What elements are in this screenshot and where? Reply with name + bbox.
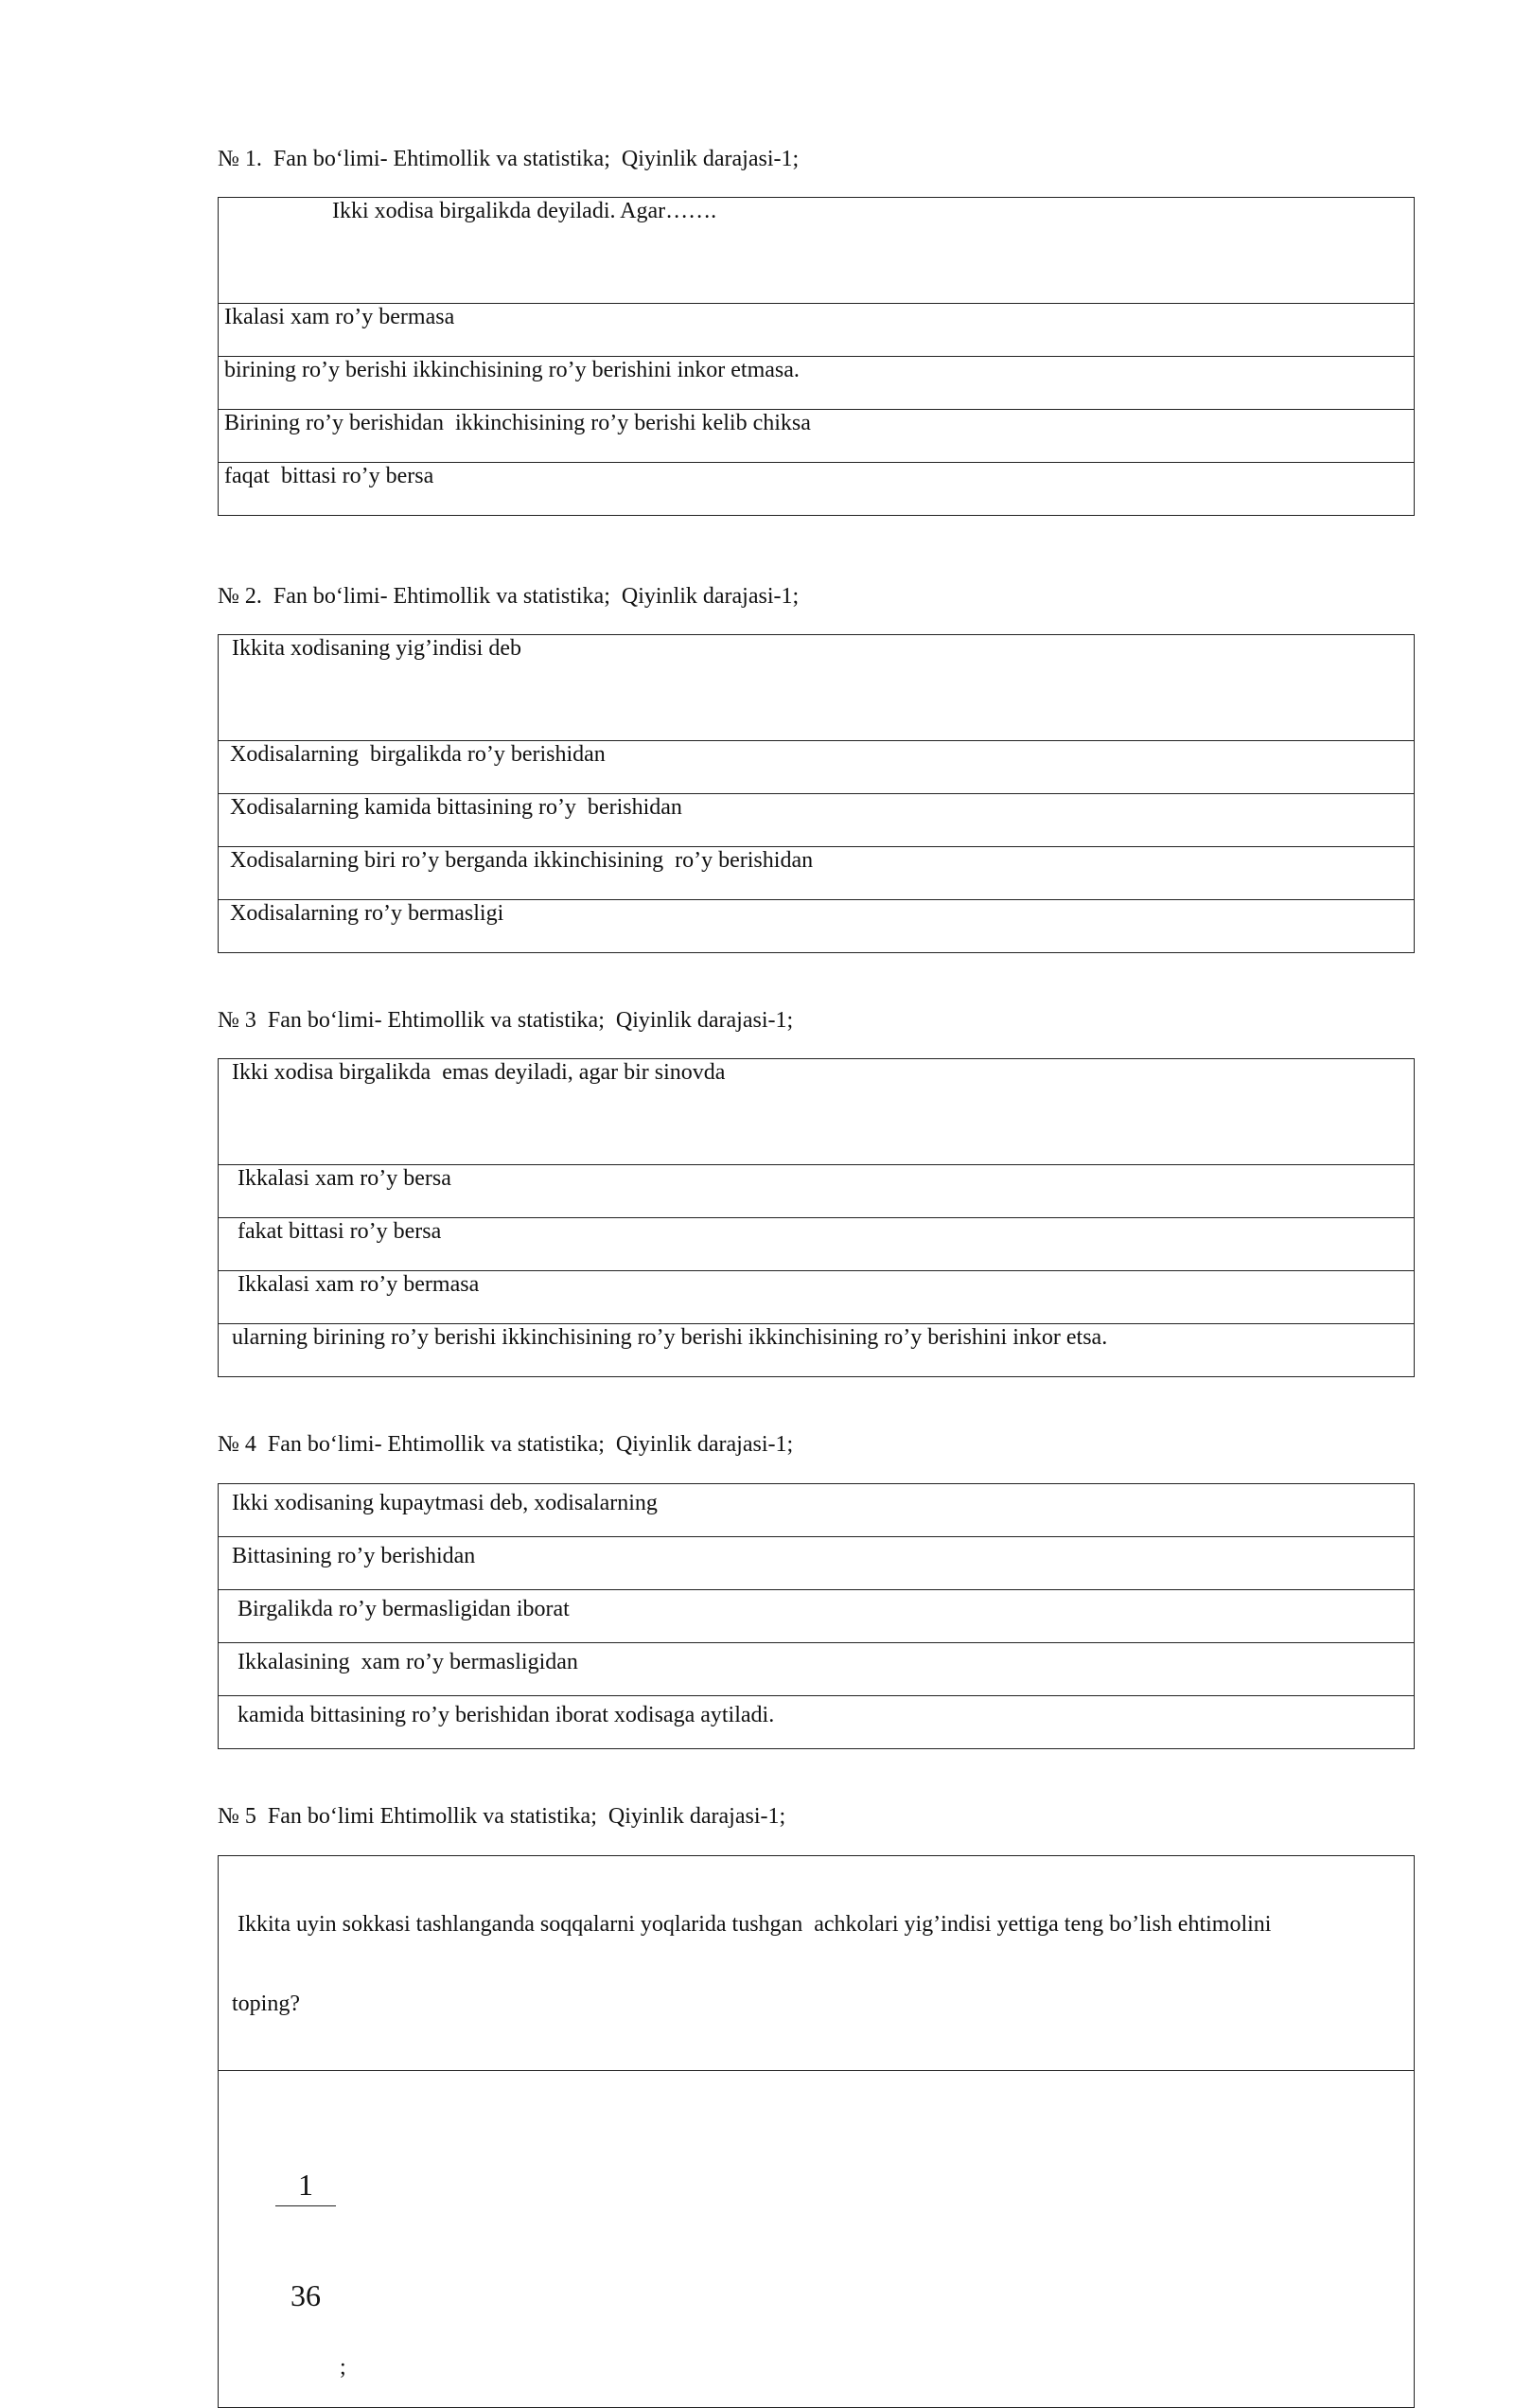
question-5-text-line-2: toping? <box>232 1992 300 2016</box>
question-4-heading: № 4 Fan bo‘limi- Ehtimollik va statistika; Qiyinlik darajasi-1; <box>218 1432 794 1457</box>
question-3-option-3: Ikkalasi xam ro’y bermasa <box>219 1271 1415 1324</box>
question-2-table <box>218 634 1415 953</box>
question-5-text-line-1: Ikkita uyin sokkasi tashlanganda soqqalarni yoqlarida tushgan achkolari yig’indisi yettiga teng bo’lish ehtimolini <box>232 1912 1272 1937</box>
question-4-text: Ikki xodisaning kupaytmasi deb, xodisalarning <box>219 1484 1415 1537</box>
question-4-option-1: Bittasining ro’y berishidan <box>219 1537 1415 1590</box>
question-1-heading: № 1. Fan bo‘limi- Ehtimollik va statistika; Qiyinlik darajasi-1; <box>218 147 800 171</box>
question-2-heading: № 2. Fan bo‘limi- Ehtimollik va statistika; Qiyinlik darajasi-1; <box>218 584 800 609</box>
question-1-option-2: birining ro’y berishi ikkinchisining ro’y berishini inkor etmasa. <box>219 357 1415 410</box>
question-2-option-2: Xodisalarning kamida bittasining ro’y berishidan <box>219 794 1415 847</box>
question-1-text: Ikki xodisa birgalikda deyiladi. Agar……. <box>219 198 1415 304</box>
question-2-option-4: Xodisalarning ro’y bermasligi <box>219 900 1415 953</box>
question-1-option-3: Birining ro’y berishidan ikkinchisining ro’y berishi kelib chiksa <box>219 410 1415 463</box>
fraction-denominator: 36 <box>290 2278 321 2312</box>
question-3-heading: № 3 Fan bo‘limi- Ehtimollik va statistika; Qiyinlik darajasi-1; <box>218 1008 794 1033</box>
question-1-option-4: faqat bittasi ro’y bersa <box>219 463 1415 516</box>
question-1-option-1: Ikalasi xam ro’y bermasa <box>219 304 1415 357</box>
question-4-option-3: Ikkalasining xam ro’y bermasligidan <box>219 1643 1415 1696</box>
question-4-option-4: kamida bittasining ro’y berishidan iborat xodisaga aytiladi. <box>219 1696 1415 1749</box>
question-5-answer <box>219 2071 1415 2408</box>
answer-fraction <box>275 2099 336 2381</box>
question-3-table <box>218 1058 1415 1377</box>
question-5-table <box>218 1855 1415 2408</box>
question-3-option-4: ularning birining ro’y berishi ikkinchisining ro’y berishi ikkinchisining ro’y berishini inkor etsa. <box>219 1324 1415 1377</box>
question-2-option-1: Xodisalarning birgalikda ro’y berishidan <box>219 741 1415 794</box>
question-3-text: Ikki xodisa birgalikda emas deyiladi, agar bir sinovda <box>219 1059 1415 1165</box>
question-4-option-2: Birgalikda ro’y bermasligidan iborat <box>219 1590 1415 1643</box>
question-5-heading: № 5 Fan bo‘limi Ehtimollik va statistika; Qiyinlik darajasi-1; <box>218 1804 786 1829</box>
answer-suffix: ; <box>340 2355 346 2380</box>
question-2-text: Ikkita xodisaning yig’indisi deb <box>219 635 1415 741</box>
question-3-option-1: Ikkalasi xam ro’y bersa <box>219 1165 1415 1218</box>
fraction-numerator: 1 <box>275 2168 336 2206</box>
question-1-table <box>218 197 1415 516</box>
question-2-option-3: Xodisalarning biri ro’y berganda ikkinchisining ro’y berishidan <box>219 847 1415 900</box>
question-4-table <box>218 1483 1415 1749</box>
question-5-text <box>219 1856 1415 2071</box>
question-3-option-2: fakat bittasi ro’y bersa <box>219 1218 1415 1271</box>
